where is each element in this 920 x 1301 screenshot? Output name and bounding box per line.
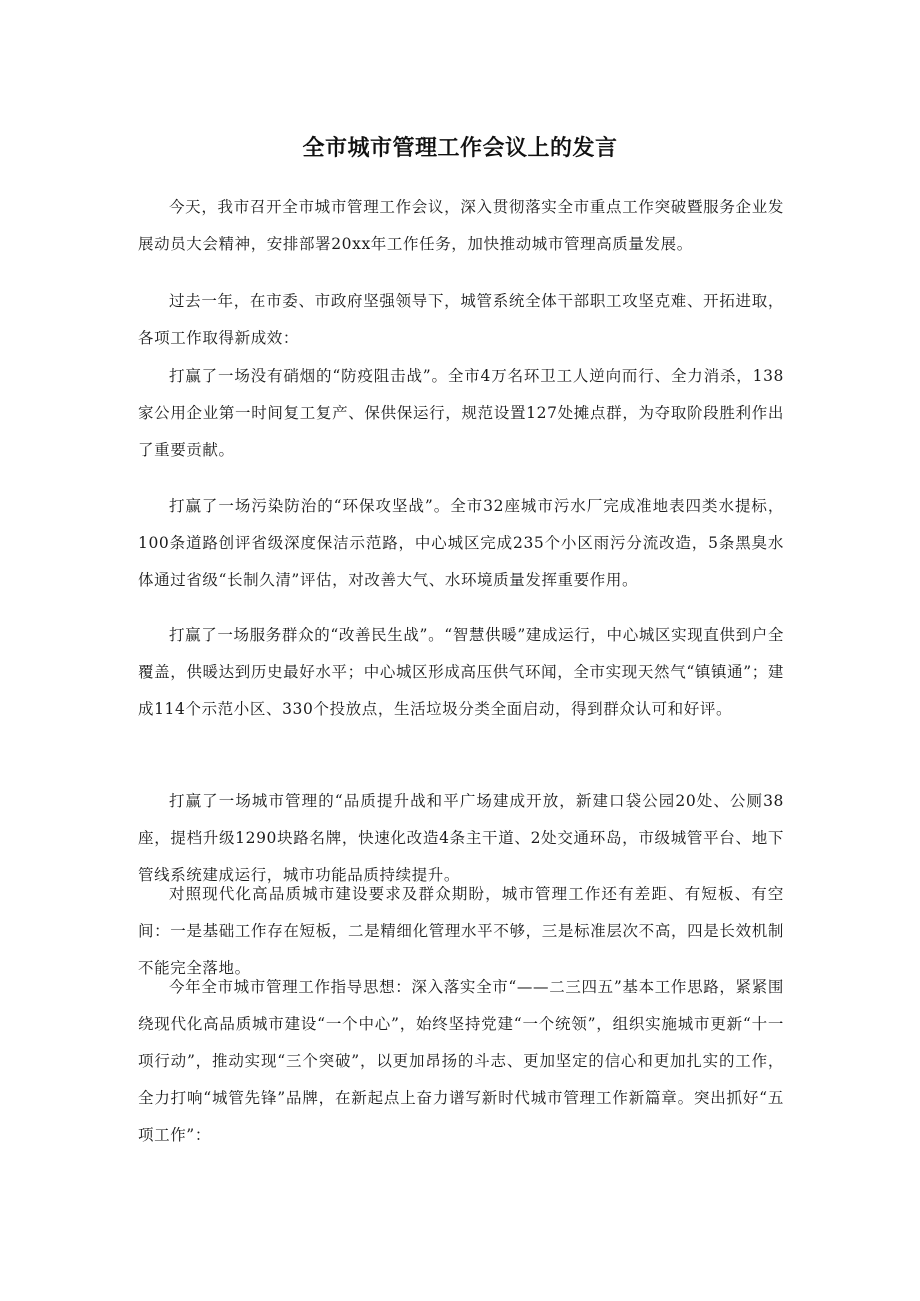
- paragraph-past-year: 过去一年，在市委、市政府坚强领导下，城管系统全体干部职工攻坚克难、开拓进取，各项工作取得新成效：: [138, 292, 784, 347]
- paragraph-epidemic: 打赢了一场没有硝烟的“防疫阻击战”。全市4万名环卫工人逆向而行、全力消杀，138家公用企业第一时间复工复产、保供保运行，规范设置127处摊点群，为夺取阶段胜利作出了重要贡献。: [138, 367, 784, 459]
- paragraph-guiding-thought: 今年全市城市管理工作指导思想：深入落实全市“——二三四五”基本工作思路，紧紧围绕现代化高品质城市建设“一个中心”，始终坚持党建“一个统领”，组织实施城市更新“十一项行动”，推动实现“三个突破”，以更加昂扬的斗志、更加坚定的信心和更加扎实的工作，全力打响“城管先锋”品牌，在新起点上奋力谱写新时代城市管理工作新篇章。突出抓好“五项工作”：: [138, 978, 784, 1144]
- paragraph-gaps: 对照现代化高品质城市建设要求及群众期盼，城市管理工作还有差距、有短板、有空间：一是基础工作存在短板，二是精细化管理水平不够，三是标准层次不高，四是长效机制不能完全落地。: [138, 885, 784, 977]
- paragraph-opening: 今天，我市召开全市城市管理工作会议，深入贯彻落实全市重点工作突破暨服务企业发展动员大会精神，安排部署20xx年工作任务，加快推动城市管理高质量发展。: [138, 198, 784, 253]
- paragraph-environment: 打赢了一场污染防治的“环保攻坚战”。全市32座城市污水厂完成准地表四类水提标，100条道路创评省级深度保洁示范路，中心城区完成235个小区雨污分流改造，5条黑臭水体通过省级“长制久清”评估，对改善大气、水环境质量发挥重要作用。: [138, 497, 784, 589]
- paragraph-quality: 打赢了一场城市管理的“品质提升战和平广场建成开放，新建口袋公园20处、公厕38座，提档升级1290块路名牌，快速化改造4条主干道、2处交通环岛，市级城管平台、地下管线系统建成运行，城市功能品质持续提升。: [138, 792, 784, 884]
- document-title: 全市城市管理工作会议上的发言: [302, 136, 618, 161]
- paragraph-livelihood: 打赢了一场服务群众的“改善民生战”。“智慧供暖”建成运行，中心城区实现直供到户全覆盖，供暖达到历史最好水平；中心城区形成高压供气环闻，全市实现天然气“镇镇通”；建成114个示范小区、330个投放点，生活垃圾分类全面启动，得到群众认可和好评。: [138, 626, 784, 718]
